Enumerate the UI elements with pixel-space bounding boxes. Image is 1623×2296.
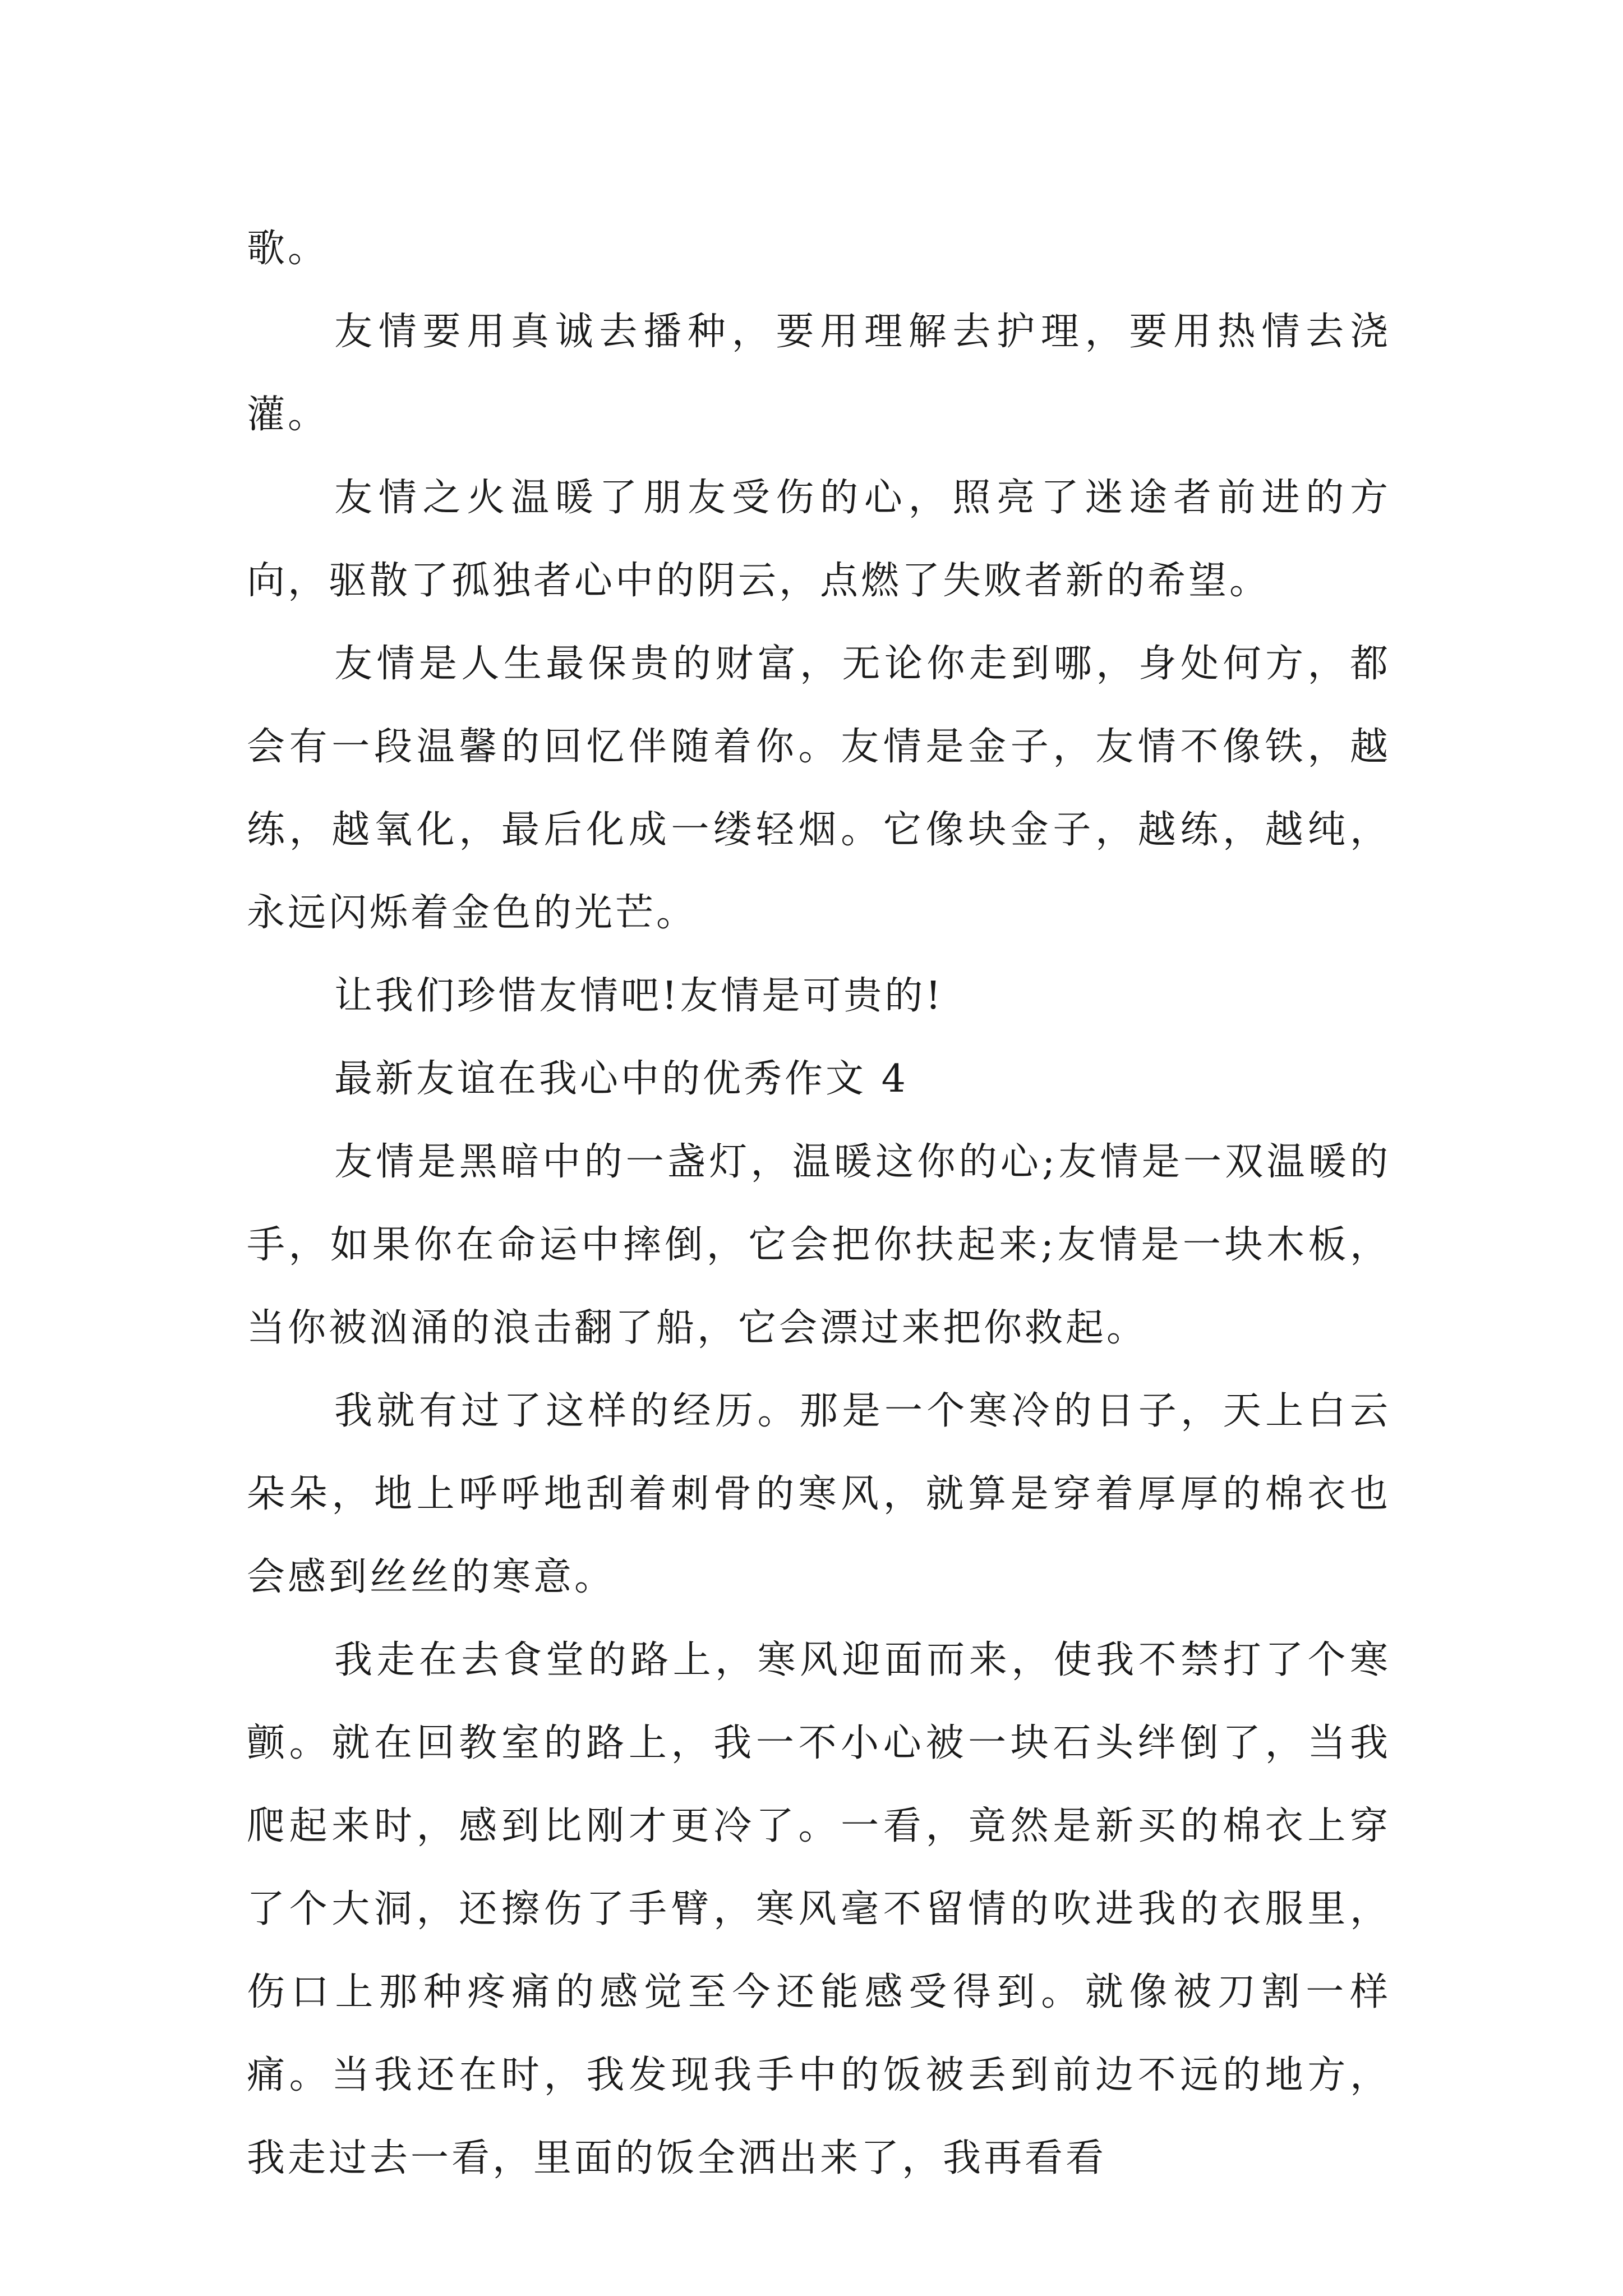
paragraph-5: 让我们珍惜友情吧!友情是可贵的! <box>334 974 944 1018</box>
body-text <box>247 208 1391 2200</box>
paragraph-6: 友情是黑暗中的一盏灯，温暖这你的心;友情是一双温暖的手，如果你在命运中摔倒，它会把你扶起来;友情是一块木板，当你被汹涌的浪击翻了船，它会漂过来把你救起。 <box>247 1140 1391 1350</box>
paragraph-4: 友情是人生最保贵的财富，无论你走到哪，身处何方，都会有一段温馨的回忆伴随着你。友情是金子，友情不像铁，越练，越氧化，最后化成一缕轻烟。它像块金子，越练，越纯，永远闪烁着金色的光芒。 <box>247 642 1391 935</box>
paragraph-8: 我走在去食堂的路上，寒风迎面而来，使我不禁打了个寒颤。就在回教室的路上，我一不小心被一块石头绊倒了，当我爬起来时，感到比刚才更冷了。一看，竟然是新买的棉衣上穿了个大洞，还擦伤了手臂，寒风毫不留情的吹进我的衣服里，伤口上那种疼痛的感觉至今还能感受得到。就像被刀割一样痛。当我还在时，我发现我手中的饭被丢到前边不远的地方，我走过去一看，里面的饭全洒出来了，我再看看 <box>247 1638 1391 2180</box>
paragraph-2: 友情要用真诚去播种，要用理解去护理，要用热情去浇灌。 <box>247 310 1391 437</box>
paragraph-1: 歌。 <box>247 227 329 271</box>
section-heading: 最新友谊在我心中的优秀作文 4 <box>334 1057 909 1101</box>
paragraph-7: 我就有过了这样的经历。那是一个寒冷的日子，天上白云朵朵，地上呼呼地刮着刺骨的寒风，就算是穿着厚厚的棉衣也会感到丝丝的寒意。 <box>247 1389 1391 1599</box>
paragraph-3: 友情之火温暖了朋友受伤的心，照亮了迷途者前进的方向，驱散了孤独者心中的阴云，点燃了失败者新的希望。 <box>247 476 1391 603</box>
